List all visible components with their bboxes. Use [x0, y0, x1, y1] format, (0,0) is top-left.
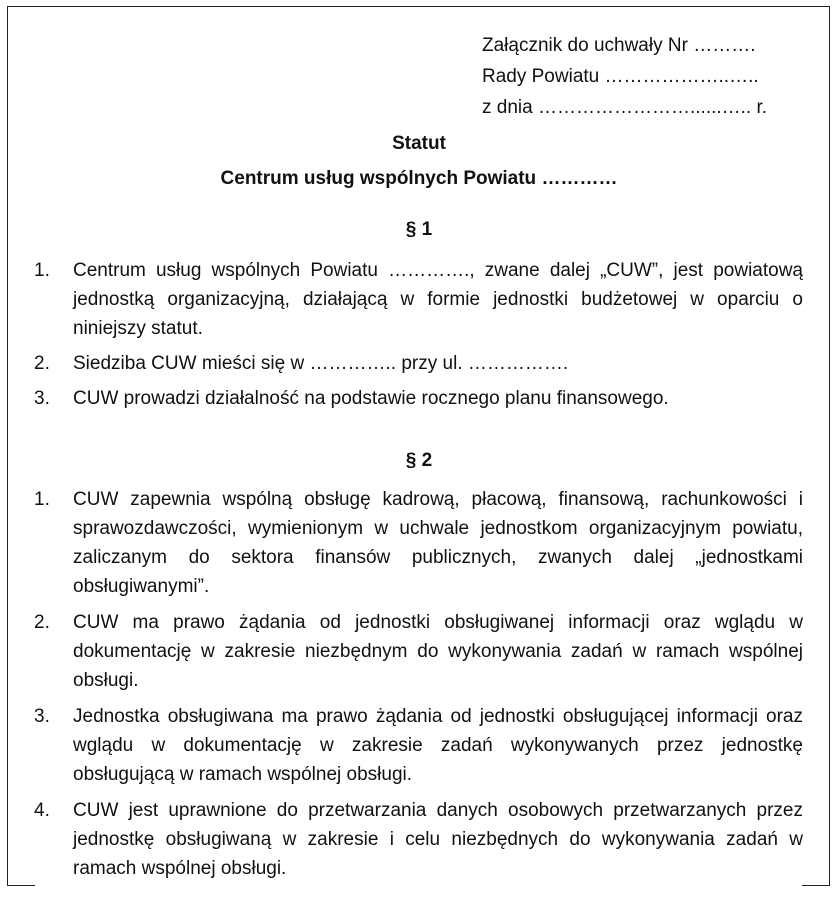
attachment-council-name: Rady Powiatu ………………..…..: [482, 66, 759, 87]
item-text: CUW prowadzi działalność na podstawie rocznego planu finansowego.: [73, 388, 669, 409]
attachment-header: [482, 30, 767, 123]
section-1-list: [0, 256, 838, 419]
item-number: 1.: [34, 489, 50, 510]
section-1-item-3: [0, 384, 838, 413]
section-2-item-1: [0, 485, 838, 601]
item-text: CUW zapewnia wspólną obsługę kadrową, płacową, finansową, rachunkowości i sprawozdawczości, wymienionym w uchwale jednostkom organizacyjnym powiatu, zaliczanym do sektora finansów publicznych, zwanych dalej „jednostkami obsługiwanymi”.: [73, 489, 803, 597]
document-subtitle: Centrum usług wspólnych Powiatu …………: [220, 168, 618, 189]
section-1-item-1: [0, 256, 838, 343]
item-text: CUW jest uprawnione do przetwarzania danych osobowych przetwarzanych przez jednostkę obsługiwaną w zakresie i celu niezbędnych do wykonywania zadań w ramach wspólnej obsługi.: [73, 800, 803, 879]
item-text: Jednostka obsługiwana ma prawo żądania od jednostki obsługującej informacji oraz wglądu w dokumentację w zakresie zadań wykonywanych przez jednostkę obsługującą w ramach wspólnej obsługi.: [73, 706, 803, 785]
item-number: 3.: [34, 706, 50, 727]
attachment-date: z dnia ……………………......….. r.: [482, 97, 768, 118]
section-2-item-2: [0, 608, 838, 695]
item-text: Centrum usług wspólnych Powiatu …………., zwane dalej „CUW”, jest powiatową jednostką organizacyjną, działającą w formie jednostki budżetowej w oparciu o niniejszy statut.: [73, 260, 803, 339]
item-number: 1.: [34, 260, 50, 281]
section-2-heading: § 2: [405, 450, 433, 471]
item-number: 4.: [34, 800, 50, 821]
section-1-heading: § 1: [405, 219, 433, 240]
section-2-list: [0, 485, 838, 890]
item-number: 2.: [34, 353, 50, 374]
item-number: 3.: [34, 388, 50, 409]
item-number: 2.: [34, 612, 50, 633]
attachment-resolution-number: Załącznik do uchwały Nr ……….: [482, 35, 756, 56]
section-1-item-2: [0, 349, 838, 378]
document-title: Statut: [392, 133, 446, 154]
item-text: Siedziba CUW mieści się w ………….. przy ul. …………….: [73, 353, 569, 374]
item-text: CUW ma prawo żądania od jednostki obsługiwanej informacji oraz wglądu w dokumentację w zakresie niezbędnym do wykonywania zadań w ramach wspólnej obsługi.: [73, 612, 803, 691]
section-2-item-4: [0, 796, 838, 883]
frame-top-border: [7, 6, 830, 7]
section-2-item-3: [0, 702, 838, 789]
